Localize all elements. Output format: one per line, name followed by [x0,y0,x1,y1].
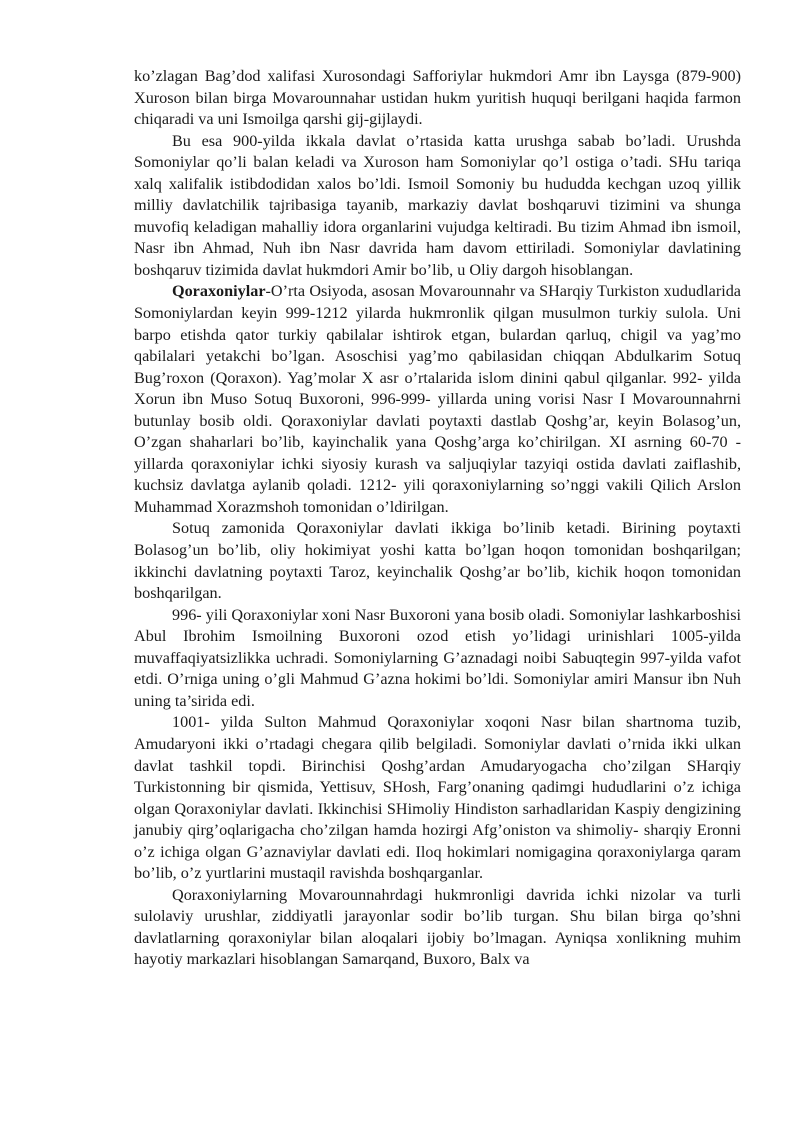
paragraph-6: 1001- yilda Sulton Mahmud Qoraxoniylar xoqoni Nasr bilan shartnoma tuzib, Amudaryoni ikki o’rtadagi chegara qilib belgiladi. Somoniylar davlati o’rnida ikki ulkan davlat tashkil topdi. Birinchisi Qoshg’ardan Amudaryogacha cho’zilgan SHarqiy Turkistonning bir qismida, Yettisuv, SHosh, Farg’onaning qadimgi hududlarini o’z ichiga olgan Qoraxoniylar davlati. Ikkinchisi SHimoliy Hindiston sarhadlaridan Kaspiy dengizining janubiy qirg’oqlarigacha cho’zilgan hamda hozirgi Afg’oniston va shimoliy- sharqiy Eronni o’z ichiga olgan G’aznaviylar davlati edi. Iloq hokimlari nomigagina qoraxoniylarga qaram bo’lib, o’z yurtlarini mustaqil ravishda boshqarganlar. [134,713,741,883]
paragraph-4: Sotuq zamonida Qoraxoniylar davlati ikkiga bo’linib ketadi. Birining poytaxti Bolasog’un bo’lib, oliy hokimiyat yoshi katta bo’lgan hoqon tomonidan boshqarilgan; ikkinchi davlatning poytaxti Taroz, keyinchalik Qoshg’ar bo’lib, kichik hoqon tomonidan boshqarilgan. [134,519,741,603]
paragraph-5: 996- yili Qoraxoniylar xoni Nasr Buxoroni yana bosib oladi. Somoniylar lashkarboshisi Abul Ibrohim Ismoilning Buxoroni ozod etish yo’lidagi urinishlari 1005-yilda muvaffaqiyatsizlikka uchradi. Somoniylarning G’aznadagi noibi Sabuqtegin 997-yilda vafot etdi. O’rniga uning o’gli Mahmud G’azna hokimi bo’ldi. Somoniylar amiri Mansur ibn Nuh uning ta’sirida edi. [134,605,741,710]
paragraph-3-term: Qoraxoniylar [172,282,266,301]
paragraph-3-body: -O’rta Osiyoda, asosan Movarounnahr va SHarqiy Turkiston xududlarida Somoniylardan keyin 999-1212 yilarda hukmronlik qilgan musulmon turkiy sulola. Uni barpo etishda qator turkiy qabilalar ishtirok etgan, bulardan qarluq, chigil va yag’mo qabilalari yetakchi bo’lgan. Asoschisi yag’mo qabilasidan chiqqan Abdulkarim Sotuq Bug’roxon (Qoraxon). Yag’molar X asr o’rtalarida islom dinini qabul qilganlar. 992- yilda Xorun ibn Muso Sotuq Buxoroni, 996-999- yillarda uning vorisi Nasr I Movarounnahrni butunlay bosib oldi. Qoraxoniylar davlati poytaxti dastlab Qoshg’ar, keyin Bolasog’un, O’zgan shaharlari bo’lib, kayinchalik yana Qoshg’arga ko’chirilgan. XI asrning 60-70 - yillarda qoraxoniylar ichki siyosiy kurash va saljuqiylar tazyiqi ostida davlati zaiflashib, kuchsiz davlatga aylanib qoladi. 1212- yili qoraxoniylarning so’nggi vakili Qilich Arslon Muhammad Xorazmshoh tomonidan o’ldirilgan. [134,282,741,516]
paragraph-3 [134,281,741,518]
document-page [134,66,741,971]
paragraph-2: Bu esa 900-yilda ikkala davlat o’rtasida katta urushga sabab bo’ladi. Urushda Somoniylar qo’li balan keladi va Xuroson ham Somoniylar qo’l ostiga o’tadi. SHu tariqa xalq xalifalik istibdodidan xalos bo’ldi. Ismoil Somoniy bu hududda kechgan uzoq yillik milliy davlatchilik tajribasiga tayanib, markaziy davlat boshqaruvi tizimini va shunga muvofiq keladigan mahalliy idora organlarini vujudga keltiradi. Bu tizim Ahmad ibn ismoil, Nasr ibn Ahmad, Nuh ibn Nasr davrida ham davom ettiriladi. Somoniylar davlatining boshqaruv tizimida davlat hukmdori Amir bo’lib, u Oliy dargoh hisoblangan. [134,131,741,279]
paragraph-7: Qoraxoniylarning Movarounnahrdagi hukmronligi davrida ichki nizolar va turli sulolaviy urushlar, ziddiyatli jarayonlar sodir bo’lib turgan. Shu bilan birga qo’shni davlatlarning qoraxoniylar bilan aloqalari ijobiy bo’lmagan. Ayniqsa xonlikning muhim hayotiy markazlari hisoblangan Samarqand, Buxoro, Balx va [134,885,741,969]
paragraph-1: ko’zlagan Bag’dod xalifasi Xurosondagi Safforiylar hukmdori Amr ibn Laysga (879-900) Xuroson bilan birga Movarounnahar ustidan hukm yuritish huquqi berilgani haqida farmon chiqaradi va uni Ismoilga qarshi gij-gijlaydi. [134,67,741,129]
